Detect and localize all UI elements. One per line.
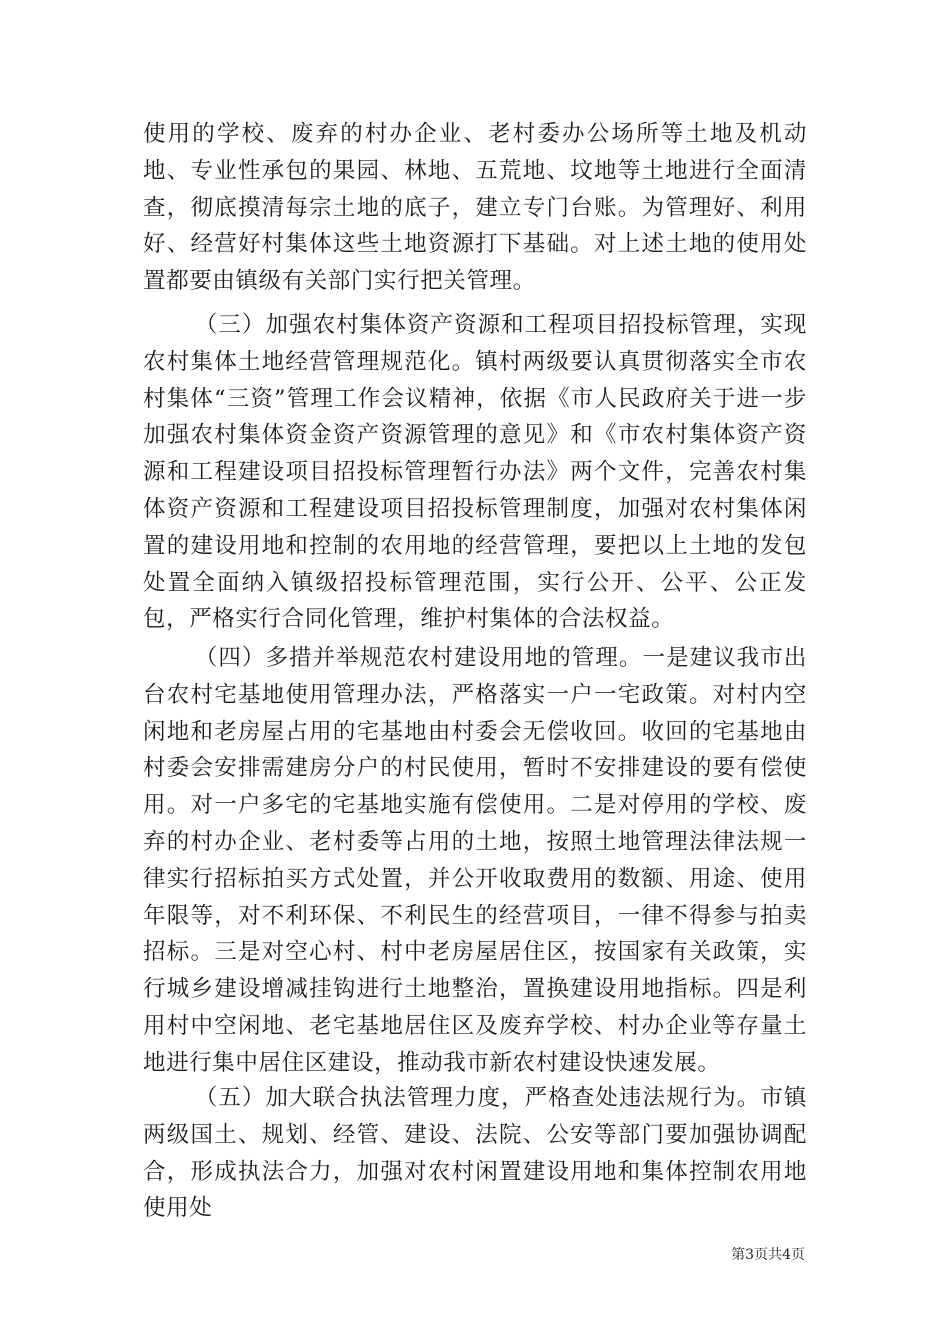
paragraph-section-4: （四）多措并举规范农村建设用地的管理。一是建议我市出台农村宅基地使用管理办法，严格落实一户一宅政策。对村内空闲地和老房屋占用的宅基地由村委会无偿收回。收回的宅基地由村委会安排需建房分户的村民使用，暂时不安排建设的要有偿使用。对一户多宅的宅基地实施有偿使用。二是对停用的学校、废弃的村办企业、老村委等占用的土地，按照土地管理法律法规一律实行招标拍买方式处置，并公开收取费用的数额、用途、使用年限等，对不利环保、不利民生的经营项目，一律不得参与拍卖招标。三是对空心村、村中老房屋居住区，按国家有关政策，实行城乡建设增减挂钩进行土地整治，置换建设用地指标。四是利用村中空闲地、老宅基地居住区及废弃学校、村办企业等存量土地进行集中居住区建设，推动我市新农村建设快速发展。 — [143, 645, 807, 1076]
paragraph-continued: 使用的学校、废弃的村办企业、老村委办公场所等土地及机动地、专业性承包的果园、林地、五荒地、坟地等土地进行全面清查，彻底摸清每宗土地的底子，建立专门台账。为管理好、利用好、经营好村集体这些土地资源打下基础。对上述土地的使用处置都要由镇级有关部门实行把关管理。 — [143, 121, 807, 295]
paragraph-section-3: （三）加强农村集体资产资源和工程项目招投标管理，实现农村集体土地经营管理规范化。镇村两级要认真贯彻落实全市农村集体“三资”管理工作会议精神，依据《市人民政府关于进一步加强农村集体资金资产资源管理的意见》和《市农村集体资产资源和工程建设项目招投标管理暂行办法》两个文件，完善农村集体资产资源和工程建设项目招投标管理制度，加强对农村集体闲置的建设用地和控制的农用地的经营管理，要把以上土地的发包处置全面纳入镇级招投标管理范围，实行公开、公平、公正发包，严格实行合同化管理，维护村集体的合法权益。 — [143, 312, 807, 633]
paragraph-section-5: （五）加大联合执法管理力度，严格查处违法规行为。市镇两级国土、规划、经管、建设、法院、公安等部门要加强协调配合，形成执法合力，加强对农村闲置建设用地和集体控制农用地使用处 — [143, 1085, 807, 1222]
page-number: 第3页共4页 — [731, 1247, 805, 1263]
